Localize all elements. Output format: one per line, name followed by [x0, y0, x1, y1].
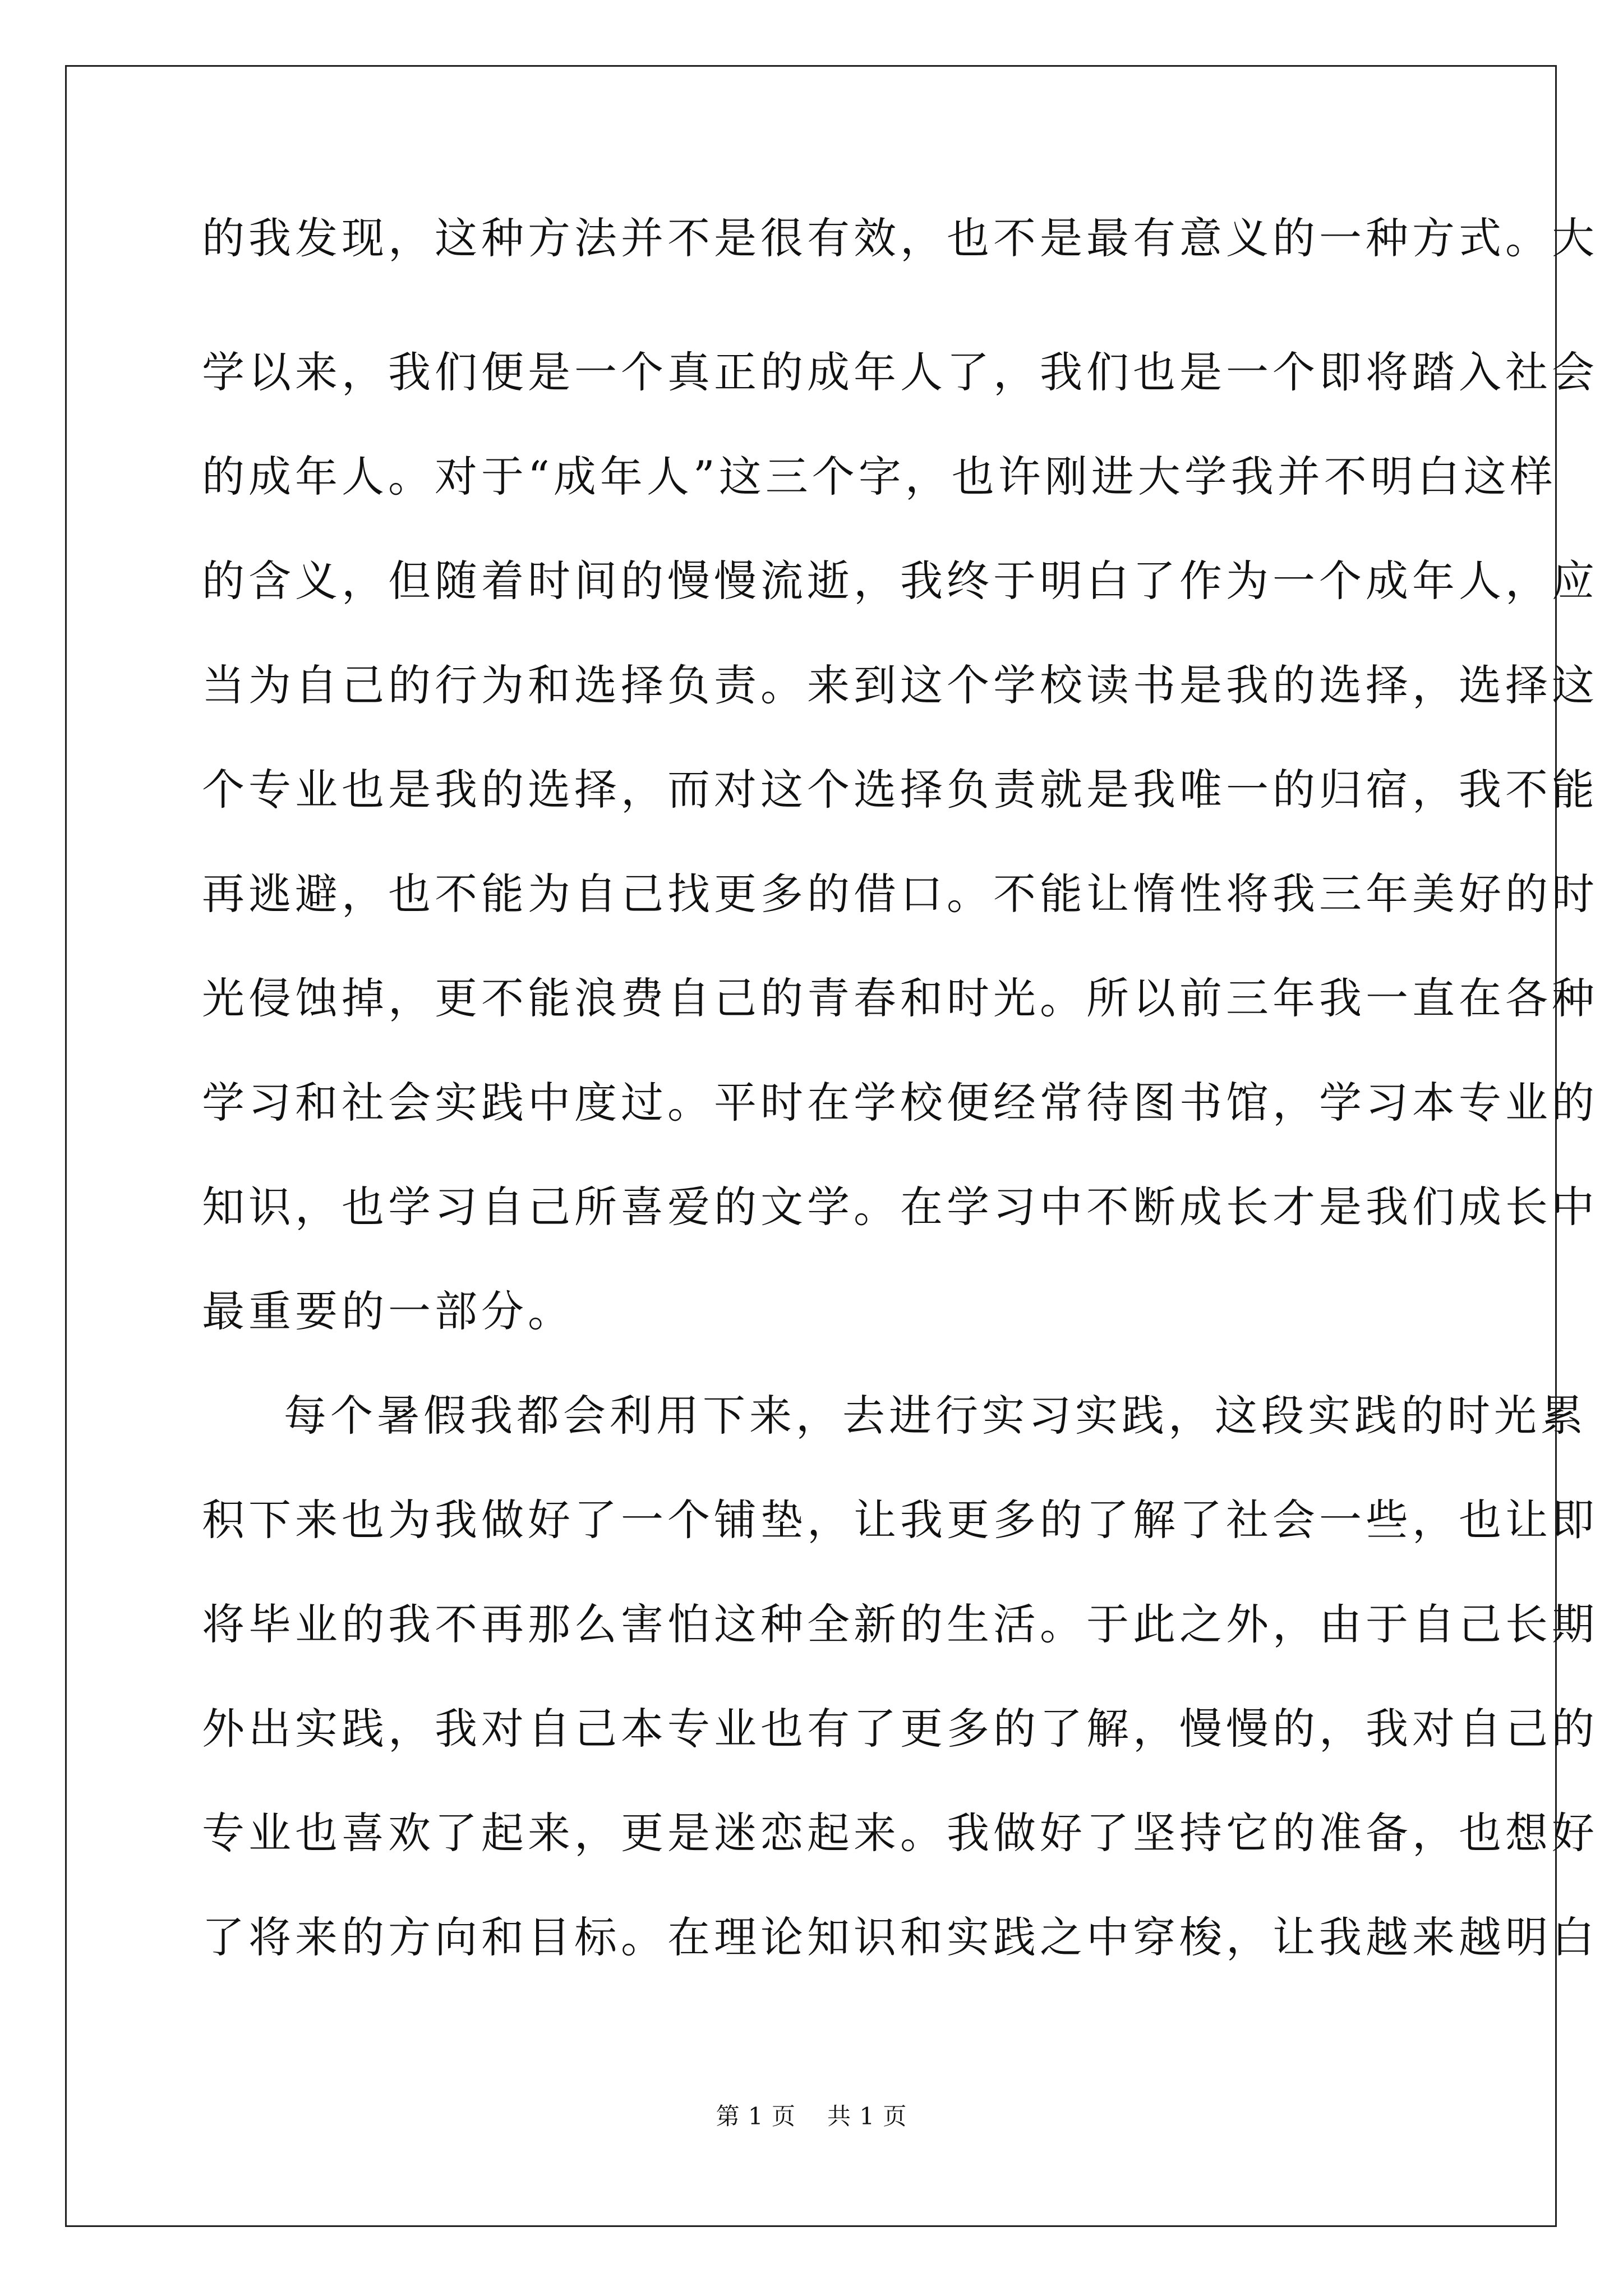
- document-body: [202, 213, 1598, 1990]
- text-line: 再逃避，也不能为自己找更多的借口。不能让惰性将我三年美好的时: [202, 869, 1598, 919]
- text-line: 的我发现，这种方法并不是很有效，也不是最有意义的一种方式。大: [202, 213, 1598, 263]
- text-line: 光侵蚀掉，更不能浪费自己的青春和时光。所以前三年我一直在各种: [202, 973, 1598, 1023]
- page-footer: [0, 2098, 1623, 2132]
- page-number-current: 第 1 页: [716, 2102, 796, 2130]
- text-line: 的成年人。对于“成年人”这三个字，也许刚进大学我并不明白这样: [202, 452, 1557, 501]
- text-line: 积下来也为我做好了一个铺垫，让我更多的了解了社会一些，也让即: [202, 1495, 1598, 1545]
- text-line: 个专业也是我的选择，而对这个选择负责就是我唯一的归宿，我不能: [202, 765, 1598, 815]
- text-line: 最重要的一部分。: [202, 1286, 574, 1336]
- text-line: 每个暑假我都会利用下来，去进行实习实践，这段实践的时光累: [284, 1391, 1587, 1441]
- text-line: 知识，也学习自己所喜爱的文学。在学习中不断成长才是我们成长中: [202, 1182, 1598, 1232]
- text-line: 学习和社会实践中度过。平时在学校便经常待图书馆，学习本专业的: [202, 1078, 1598, 1128]
- text-line: 的含义，但随着时间的慢慢流逝，我终于明白了作为一个成年人，应: [202, 556, 1598, 606]
- text-line: 专业也喜欢了起来，更是迷恋起来。我做好了坚持它的准备，也想好: [202, 1808, 1598, 1858]
- page-number-total: 共 1 页: [827, 2102, 907, 2130]
- text-line: 当为自己的行为和选择负责。来到这个学校读书是我的选择，选择这: [202, 660, 1598, 710]
- text-line: 外出实践，我对自己本专业也有了更多的了解，慢慢的，我对自己的: [202, 1704, 1598, 1754]
- text-line: 将毕业的我不再那么害怕这种全新的生活。于此之外，由于自己长期: [202, 1599, 1598, 1649]
- text-line: 学以来，我们便是一个真正的成年人了，我们也是一个即将踏入社会: [202, 347, 1598, 397]
- text-line: 了将来的方向和目标。在理论知识和实践之中穿梭，让我越来越明白: [202, 1912, 1598, 1962]
